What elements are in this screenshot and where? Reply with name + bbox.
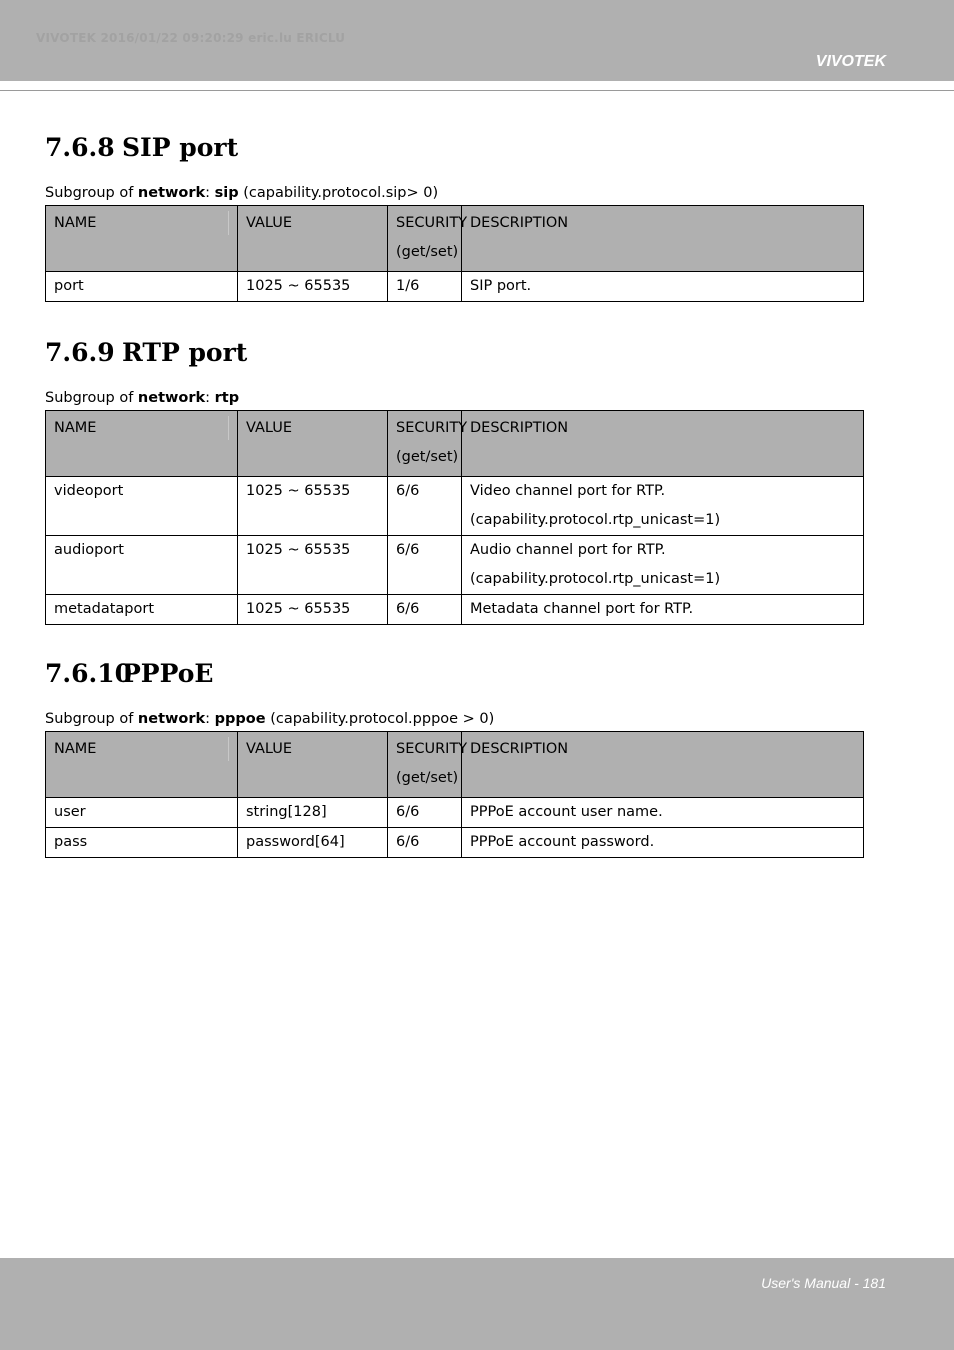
- cell-description-text: Audio channel port for RTP.: [470, 542, 666, 558]
- page-number-label: User's Manual - 181: [761, 1275, 886, 1291]
- cell-security: 6/6: [388, 828, 462, 858]
- subgroup-separator: :: [205, 390, 215, 406]
- cell-description: PPPoE account user name.: [462, 798, 864, 828]
- header-name: NAME: [46, 411, 238, 477]
- subgroup-name: pppoe: [214, 711, 266, 727]
- header-security-label: SECURITY: [396, 741, 468, 757]
- header-name: NAME: [46, 732, 238, 798]
- table-header-row: [46, 206, 864, 272]
- header-security: [388, 411, 468, 477]
- cell-security: 6/6: [388, 477, 462, 536]
- subgroup-name: sip: [214, 185, 239, 201]
- cell-value: 1025 ~ 65535: [238, 595, 388, 625]
- section-sip-port: [45, 128, 864, 302]
- cell-description: [462, 536, 864, 595]
- table-row: [46, 477, 864, 536]
- cell-value: string[128]: [238, 798, 388, 828]
- subgroup-separator: :: [205, 185, 215, 201]
- section-heading: [45, 128, 864, 168]
- cell-name: audioport: [46, 536, 238, 595]
- header-name: NAME: [46, 206, 238, 272]
- subgroup-condition: (capability.protocol.sip> 0): [238, 185, 439, 201]
- parameter-table: [45, 731, 864, 858]
- cell-security: 6/6: [388, 595, 462, 625]
- section-pppoe: [45, 654, 864, 858]
- section-title: RTP port: [122, 338, 248, 367]
- cell-security: 6/6: [388, 798, 462, 828]
- subgroup-line: [45, 708, 864, 730]
- header-value: VALUE: [238, 732, 388, 798]
- brand-logo-text: VIVOTEK: [815, 53, 886, 70]
- table-row: [46, 272, 864, 302]
- header-security-sub: (get/set): [396, 770, 459, 786]
- header-value: VALUE: [238, 206, 388, 272]
- subgroup-prefix: Subgroup of: [45, 185, 138, 201]
- table-row: [46, 536, 864, 595]
- cell-description: PPPoE account password.: [462, 828, 864, 858]
- cell-description-condition: (capability.protocol.rtp_unicast=1): [470, 571, 721, 587]
- subgroup-line: [45, 182, 864, 204]
- table-row: [46, 595, 864, 625]
- subgroup-group: network: [137, 711, 206, 727]
- table-row: [46, 798, 864, 828]
- section-title: SIP port: [122, 133, 239, 162]
- header-security-sub: (get/set): [396, 244, 459, 260]
- cell-description: SIP port.: [462, 272, 864, 302]
- section-heading: [45, 333, 864, 373]
- cell-description: Metadata channel port for RTP.: [462, 595, 864, 625]
- header-value: VALUE: [238, 411, 388, 477]
- cell-security: 1/6: [388, 272, 462, 302]
- subgroup-prefix: Subgroup of: [45, 711, 138, 727]
- header-description: DESCRIPTION: [462, 732, 864, 798]
- header-security: [388, 732, 468, 798]
- table-header-row: [46, 411, 864, 477]
- print-watermark: VIVOTEK 2016/01/22 09:20:29 eric.lu ERICLU: [36, 31, 346, 45]
- cell-value: 1025 ~ 65535: [238, 477, 388, 536]
- cell-value: 1025 ~ 65535: [238, 536, 388, 595]
- header-description: DESCRIPTION: [462, 411, 864, 477]
- cell-name: user: [46, 798, 238, 828]
- header-divider: [0, 90, 954, 91]
- section-rtp-port: [45, 333, 864, 625]
- table-row: [46, 828, 864, 858]
- header-security-label: SECURITY: [396, 420, 468, 436]
- section-number: 7.6.8: [45, 133, 115, 162]
- subgroup-condition: (capability.protocol.pppoe > 0): [265, 711, 495, 727]
- section-heading: [45, 654, 864, 694]
- section-number: 7.6.9: [45, 338, 115, 367]
- table-header-row: [46, 732, 864, 798]
- cell-name: pass: [46, 828, 238, 858]
- cell-value: password[64]: [238, 828, 388, 858]
- cell-name: videoport: [46, 477, 238, 536]
- section-number: 7.6.10: [45, 659, 132, 688]
- subgroup-group: network: [137, 390, 206, 406]
- cell-description: [462, 477, 864, 536]
- header-security-label: SECURITY: [396, 215, 468, 231]
- header-security: [388, 206, 468, 272]
- parameter-table: [45, 205, 864, 302]
- header-security-sub: (get/set): [396, 449, 459, 465]
- cell-name: port: [46, 272, 238, 302]
- section-title: PPPoE: [122, 659, 214, 688]
- subgroup-line: [45, 387, 864, 409]
- subgroup-separator: :: [205, 711, 215, 727]
- cell-description-condition: (capability.protocol.rtp_unicast=1): [470, 512, 721, 528]
- page-footer: [0, 1258, 954, 1350]
- cell-security: 6/6: [388, 536, 462, 595]
- cell-description-text: Video channel port for RTP.: [470, 483, 666, 499]
- parameter-table: [45, 410, 864, 625]
- subgroup-name: rtp: [214, 390, 240, 406]
- page-header: [0, 0, 954, 81]
- subgroup-group: network: [137, 185, 206, 201]
- cell-name: metadataport: [46, 595, 238, 625]
- header-description: DESCRIPTION: [462, 206, 864, 272]
- subgroup-prefix: Subgroup of: [45, 390, 138, 406]
- cell-value: 1025 ~ 65535: [238, 272, 388, 302]
